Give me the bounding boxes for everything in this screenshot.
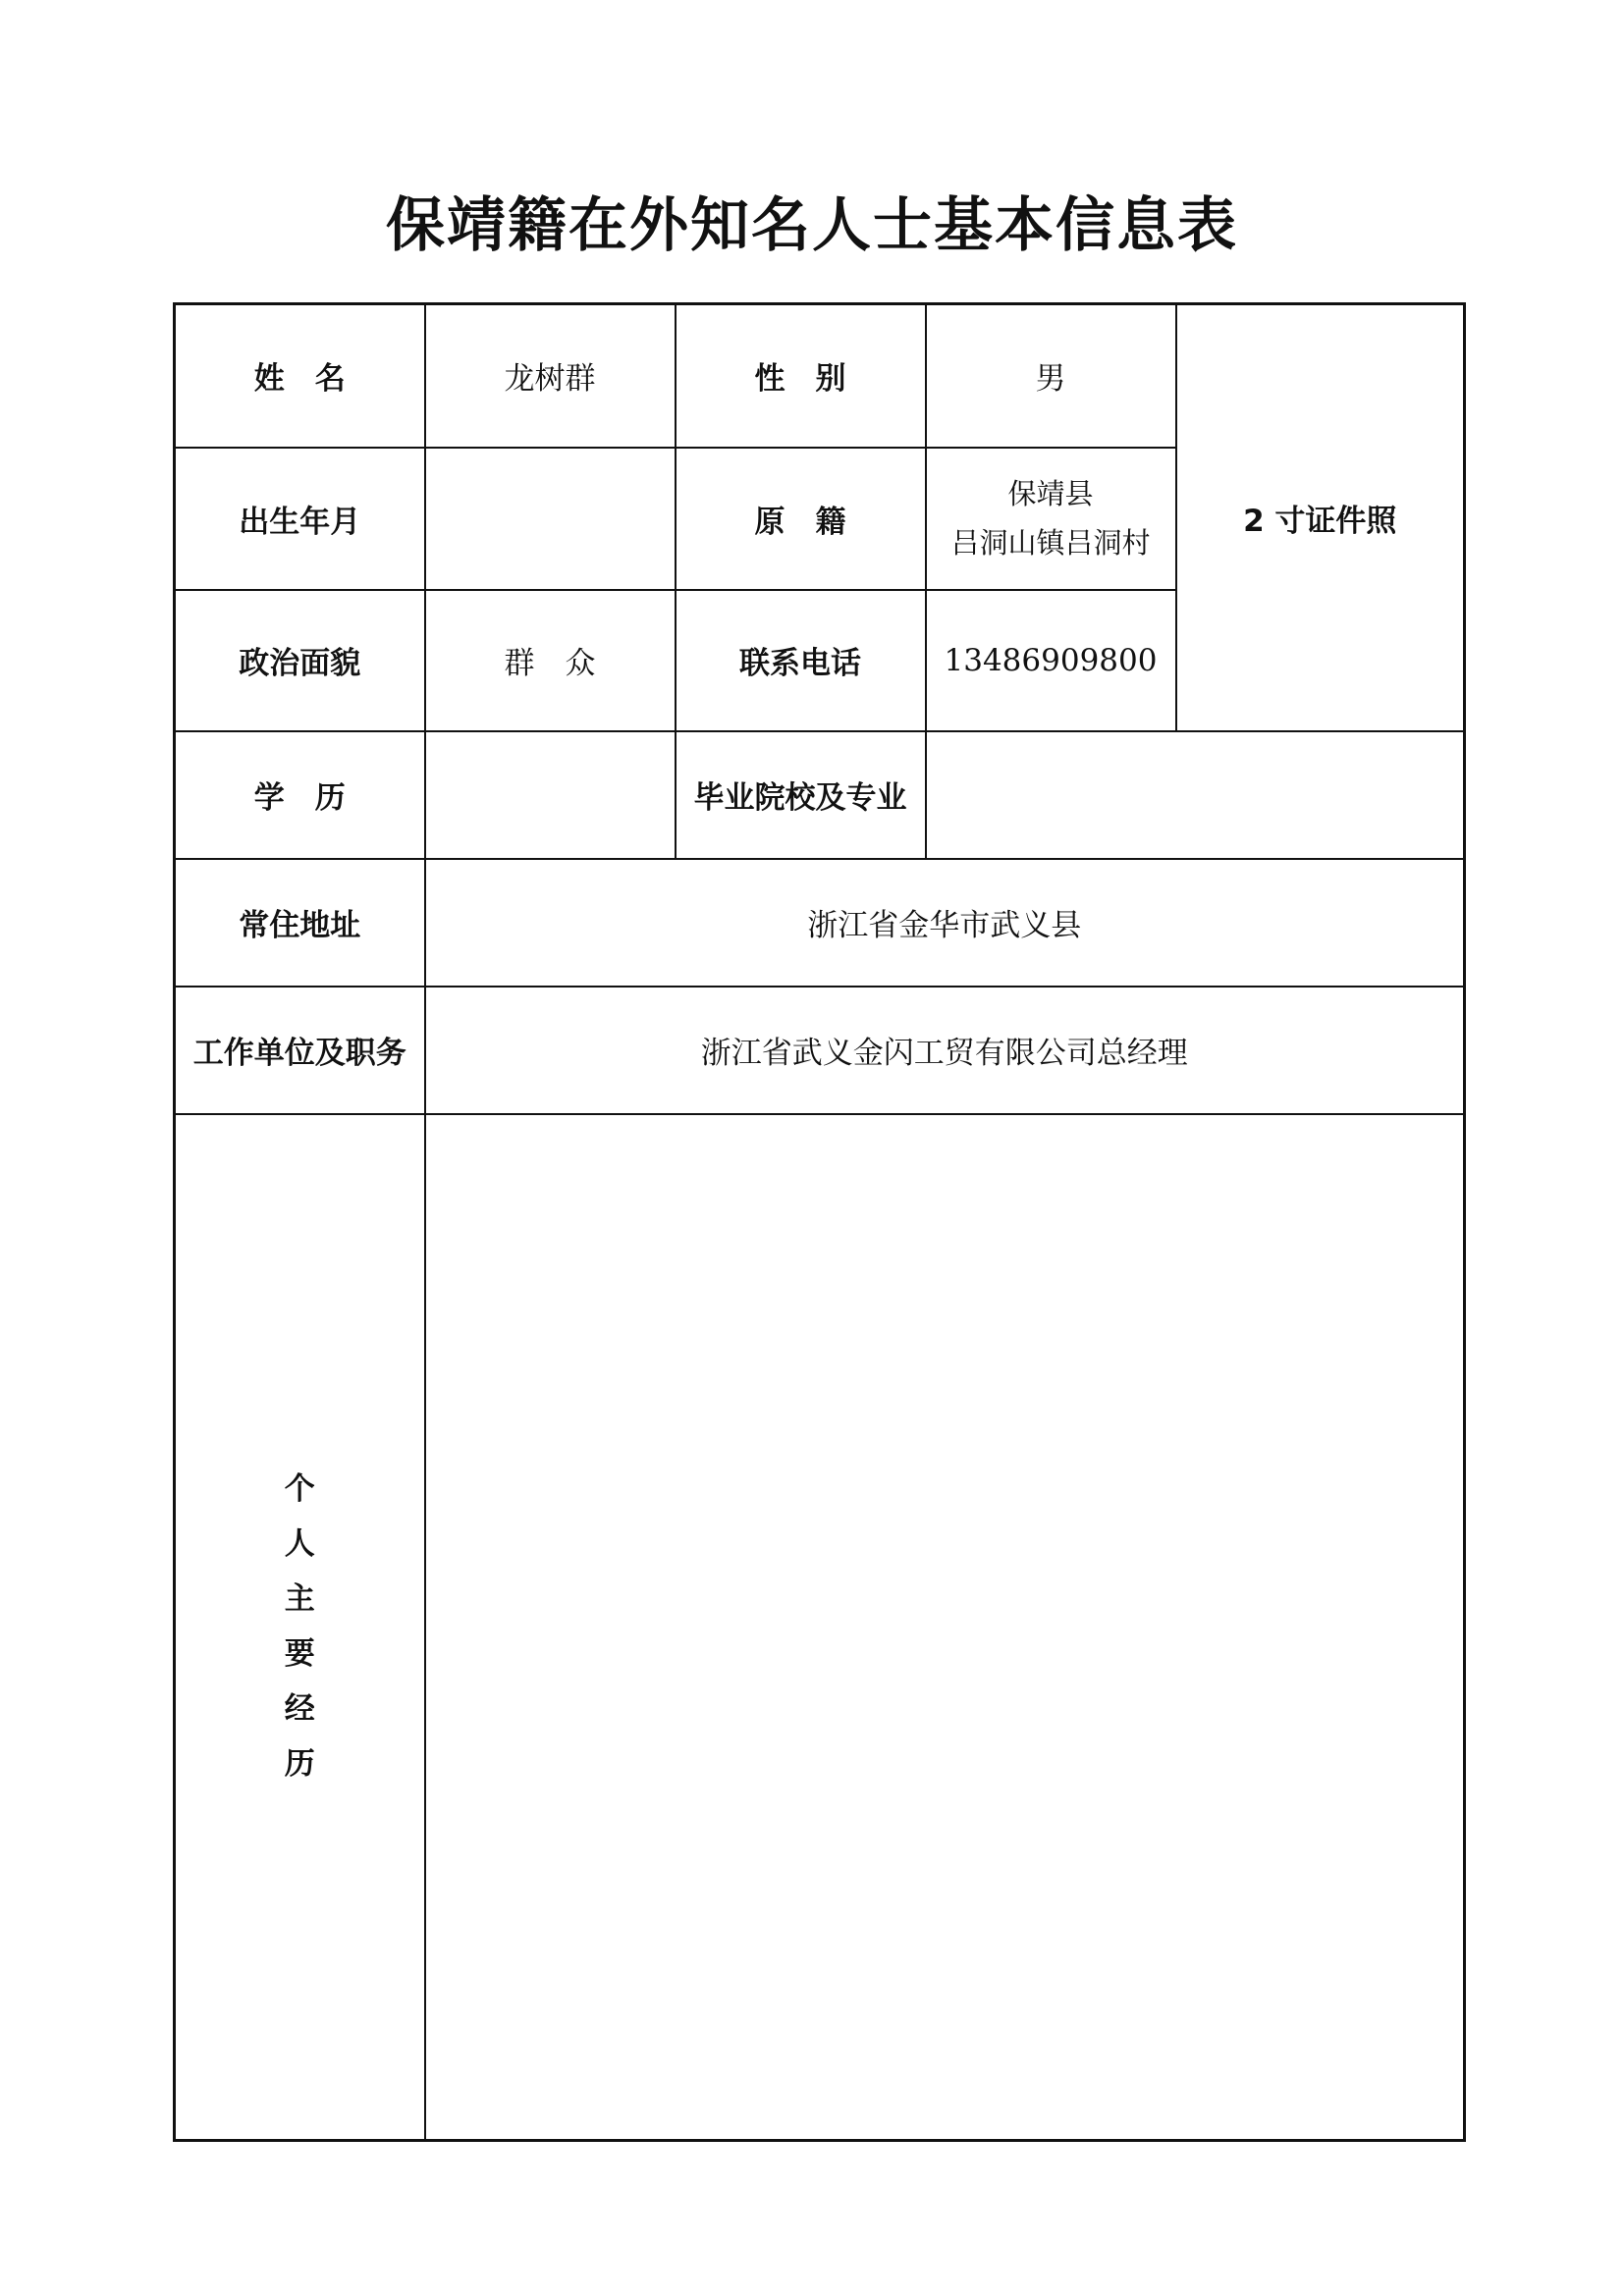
table-row [175, 1114, 1465, 2141]
origin-line-1: 保靖县 [1007, 477, 1094, 510]
work-value: 浙江省武义金闪工贸有限公司总经理 [425, 987, 1465, 1114]
political-label: 政治面貌 [175, 590, 425, 731]
political-value: 群 众 [425, 590, 676, 731]
table-row [175, 731, 1465, 859]
work-label: 工作单位及职务 [175, 987, 425, 1114]
photo-placeholder: 2 寸证件照 [1176, 304, 1465, 731]
experience-value [425, 1114, 1465, 2141]
page-title: 保靖籍在外知名人士基本信息表 [386, 191, 1238, 260]
table-row [175, 987, 1465, 1114]
origin-value [926, 448, 1176, 590]
birth-value [425, 448, 676, 590]
education-label: 学 历 [175, 731, 425, 859]
education-value [425, 731, 676, 859]
address-label: 常住地址 [175, 859, 425, 987]
gender-label: 性 别 [676, 304, 926, 448]
table-row [175, 859, 1465, 987]
origin-label: 原 籍 [676, 448, 926, 590]
school-label: 毕业院校及专业 [676, 731, 926, 859]
experience-label: 个人主要经历 [284, 1471, 315, 1783]
address-value: 浙江省金华市武义县 [425, 859, 1465, 987]
name-value: 龙树群 [425, 304, 676, 448]
name-label: 姓 名 [175, 304, 425, 448]
info-table [173, 302, 1466, 2142]
gender-value: 男 [926, 304, 1176, 448]
school-value [926, 731, 1465, 859]
table-row [175, 304, 1465, 448]
birth-label: 出生年月 [175, 448, 425, 590]
origin-line-2: 吕洞山镇吕洞村 [950, 526, 1151, 560]
phone-label: 联系电话 [676, 590, 926, 731]
experience-label-cell [175, 1114, 425, 2141]
phone-value: 13486909800 [926, 590, 1176, 731]
